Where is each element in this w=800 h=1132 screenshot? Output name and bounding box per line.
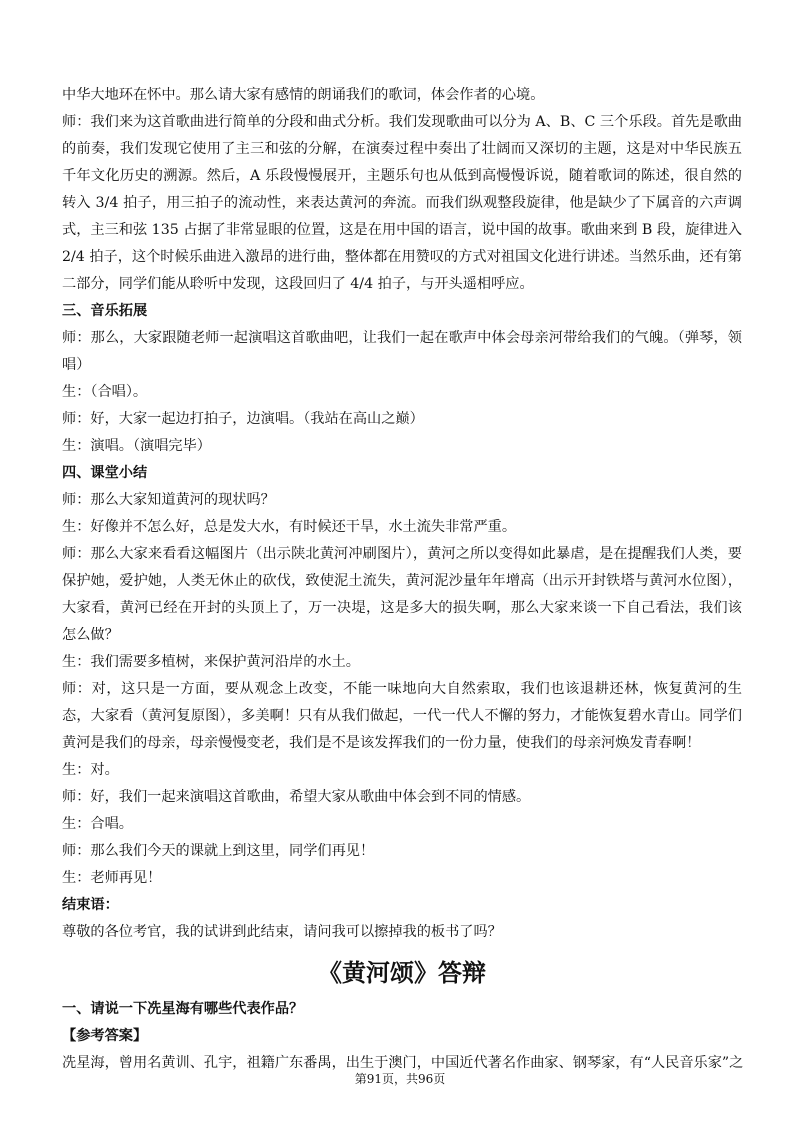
paragraph: 生：合唱。: [62, 816, 133, 832]
section-heading: 三、音乐拓展: [62, 303, 148, 319]
paragraph: 生：演唱。（演唱完毕）: [62, 438, 211, 454]
paragraph: 尊敬的各位考官，我的试讲到此结束，请问我可以擦掉我的板书了吗？: [62, 924, 502, 940]
page-number: 第91页，共96页: [354, 1072, 446, 1086]
paragraph: 生：我们需要多植树，来保护黄河沿岸的水土。: [62, 654, 360, 670]
paragraph: 生：对。: [62, 762, 119, 778]
paragraph: 师：那么大家知道黄河的现状吗？: [62, 492, 275, 508]
section-heading: 结束语：: [62, 897, 119, 913]
section-heading: 四、课堂小结: [62, 465, 148, 481]
paragraph: 生：老师再见！: [62, 870, 162, 886]
paragraph: 师：那么，大家跟随老师一起演唱这首歌曲吧，让我们一起在歌声中体会母亲河带给我们的气魄。（弹琴，领唱）: [62, 330, 742, 373]
paragraph: 生：（合唱）。: [62, 384, 148, 400]
question-heading: 一、请说一下冼星海有哪些代表作品？: [62, 1001, 304, 1017]
paragraph: 师：对，这只是一方面，要从观念上改变，不能一味地向大自然索取，我们也该退耕还林，恢复黄河的生态，大家看（黄河复原图），多美啊！只有从我们做起，一代一代人不懈的努力，才能恢复碧水青山。同学们黄河是我们的母亲，母亲慢慢变老，我们是不是该发挥我们的一份力量，使我们的母亲河焕发青春啊！: [62, 681, 742, 751]
paragraph: 师：那么我们今天的课就上到这里，同学们再见！: [62, 843, 375, 859]
paragraph: 中华大地环在怀中。那么请大家有感情的朗诵我们的歌词，体会作者的心境。: [62, 87, 545, 103]
paragraph: 生：好像并不怎么好，总是发大水，有时候还干旱，水土流失非常严重。: [62, 519, 517, 535]
document-title: 《黄河颂》答辩: [318, 958, 486, 987]
paragraph: 师：好，我们一起来演唱这首歌曲，希望大家从歌曲中体会到不同的情感。: [62, 789, 531, 805]
page-content: [62, 82, 742, 1077]
paragraph: 冼星海，曾用名黄训、孔宇，祖籍广东番禺，出生于澳门，中国近代著名作曲家、钢琴家，有“人民音乐家”之: [62, 1055, 744, 1071]
paragraph: 师：好，大家一起边打拍子，边演唱。（我站在高山之巅）: [62, 411, 424, 427]
paragraph: 师：我们来为这首歌曲进行简单的分段和曲式分析。我们发现歌曲可以分为 A、B、C 三个乐段。首先是歌曲的前奏，我们发现它使用了主三和弦的分解，在演奏过程中奏出了壮阔而又深切的主题，这是对中华民族五千年文化历史的溯源。然后，A 乐段慢慢展开，主题乐句也从低到高慢慢诉说，随着歌词的陈述，很自然的转入 3/4 拍子，用三拍子的流动性，来表达黄河的奔流。而我们纵观整段旋律，他是缺少了下属音的六声调式，主三和弦 135 占据了非常显眼的位置，这是在用中国的语言，说中国的故事。歌曲来到 B 段，旋律进入 2/4 拍子，这个时候乐曲进入激昂的进行曲，整体都在用赞叹的方式对祖国文化进行讲述。当然乐曲，还有第二部分，同学们能从聆听中发现，这段回归了 4/4 拍子，与开头遥相呼应。: [62, 114, 742, 292]
answer-label: 【参考答案】: [62, 1028, 148, 1044]
paragraph: 师：那么大家来看看这幅图片（出示陕北黄河冲刷图片），黄河之所以变得如此暴虐，是在提醒我们人类，要保护她，爱护她，人类无休止的砍伐，致使泥土流失，黄河泥沙量年年增高（出示开封铁塔与黄河水位图），大家看，黄河已经在开封的头顶上了，万一决堤，这是多大的损失啊，那么大家来谈一下自己看法，我们该怎么做？: [62, 546, 742, 643]
